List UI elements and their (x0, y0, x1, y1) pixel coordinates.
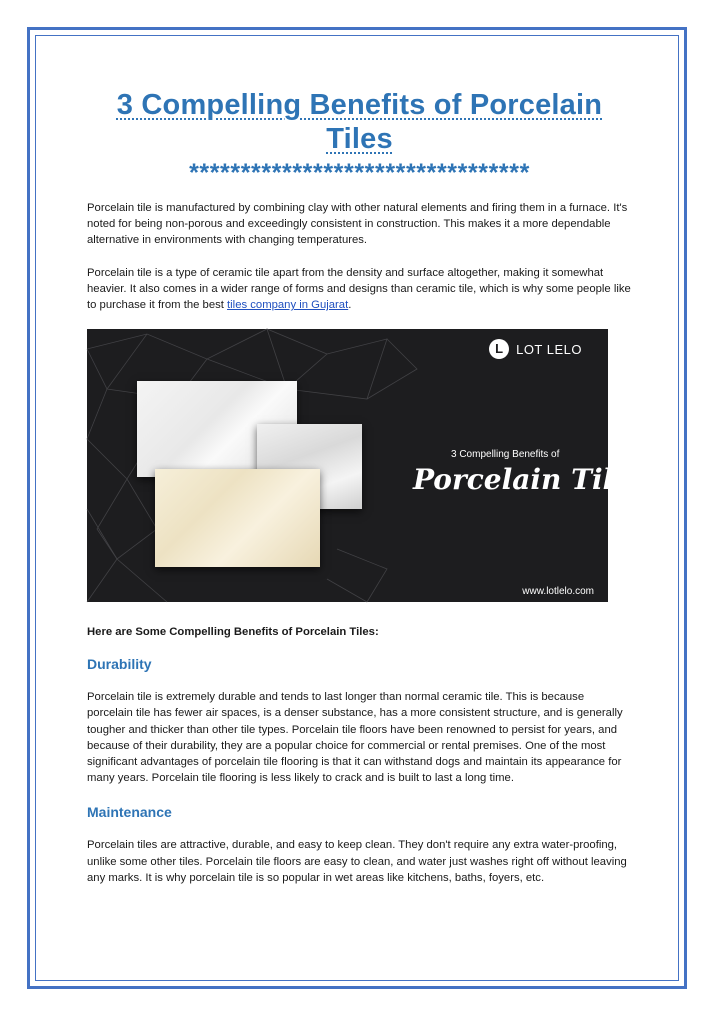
intro-paragraph-1: Porcelain tile is manufactured by combining clay with other natural elements and firing them in a furnace. It's noted for being non-porous and exceedingly consistent in construction. This makes it a more dependable alternative in environments with changing temperatures. (87, 202, 628, 247)
logo-mark: L (489, 339, 509, 359)
beige-marble-tile (155, 469, 320, 567)
maintenance-paragraph: Porcelain tiles are attractive, durable, and easy to keep clean. They don't require any extra water-proofing, unlike some other tiles. Porcelain tile floors are easy to clean, and water just washes right off without leaving any marks. It is why porcelain tile is so popular in wet areas like kitchens, baths, foyers, etc. (87, 839, 627, 884)
banner-url: www.lotlelo.com (522, 586, 594, 598)
benefits-intro: Here are Some Compelling Benefits of Porcelain Tiles: (87, 626, 379, 639)
maintenance-heading: Maintenance (87, 804, 172, 821)
paragraph-2-text: Porcelain tile is a type of ceramic tile apart from the density and surface altogether, making it somewhat heavier. It also comes in a wider range of forms and designs than ceramic tile, which is why some people like to purchase it from the best (87, 266, 631, 312)
brand-logo (489, 339, 582, 359)
paragraph-2-end: . (348, 299, 352, 312)
intro-paragraph-2 (87, 265, 632, 314)
logo-text: LOT LELO (516, 341, 582, 357)
banner-title: Porcelain Tiles (413, 463, 647, 497)
durability-heading: Durability (87, 656, 152, 673)
document-body (87, 88, 647, 886)
durability-paragraph: Porcelain tile is extremely durable and tends to last longer than normal ceramic tile. This is because porcelain tile has fewer air spaces, is a denser substance, has a more consistent structure, and is generally tougher and thicker than other tile types. Porcelain tile floors have been renowned to persist for years, and because of their durability, they are a popular choice for commercial or rental premises. One of the most significant advantages of porcelain tile flooring is that it can withstand dogs and maintain its appearance for many years. Porcelain tile flooring is less likely to crack and is built to last a long time. (87, 691, 623, 785)
title-divider: ********************************* (189, 159, 530, 187)
banner-subtitle: 3 Compelling Benefits of (451, 449, 560, 461)
banner-image (87, 329, 647, 602)
page-title: 3 Compelling Benefits of Porcelain Tiles (116, 89, 603, 155)
tiles-company-link[interactable]: tiles company in Gujarat (227, 299, 349, 312)
